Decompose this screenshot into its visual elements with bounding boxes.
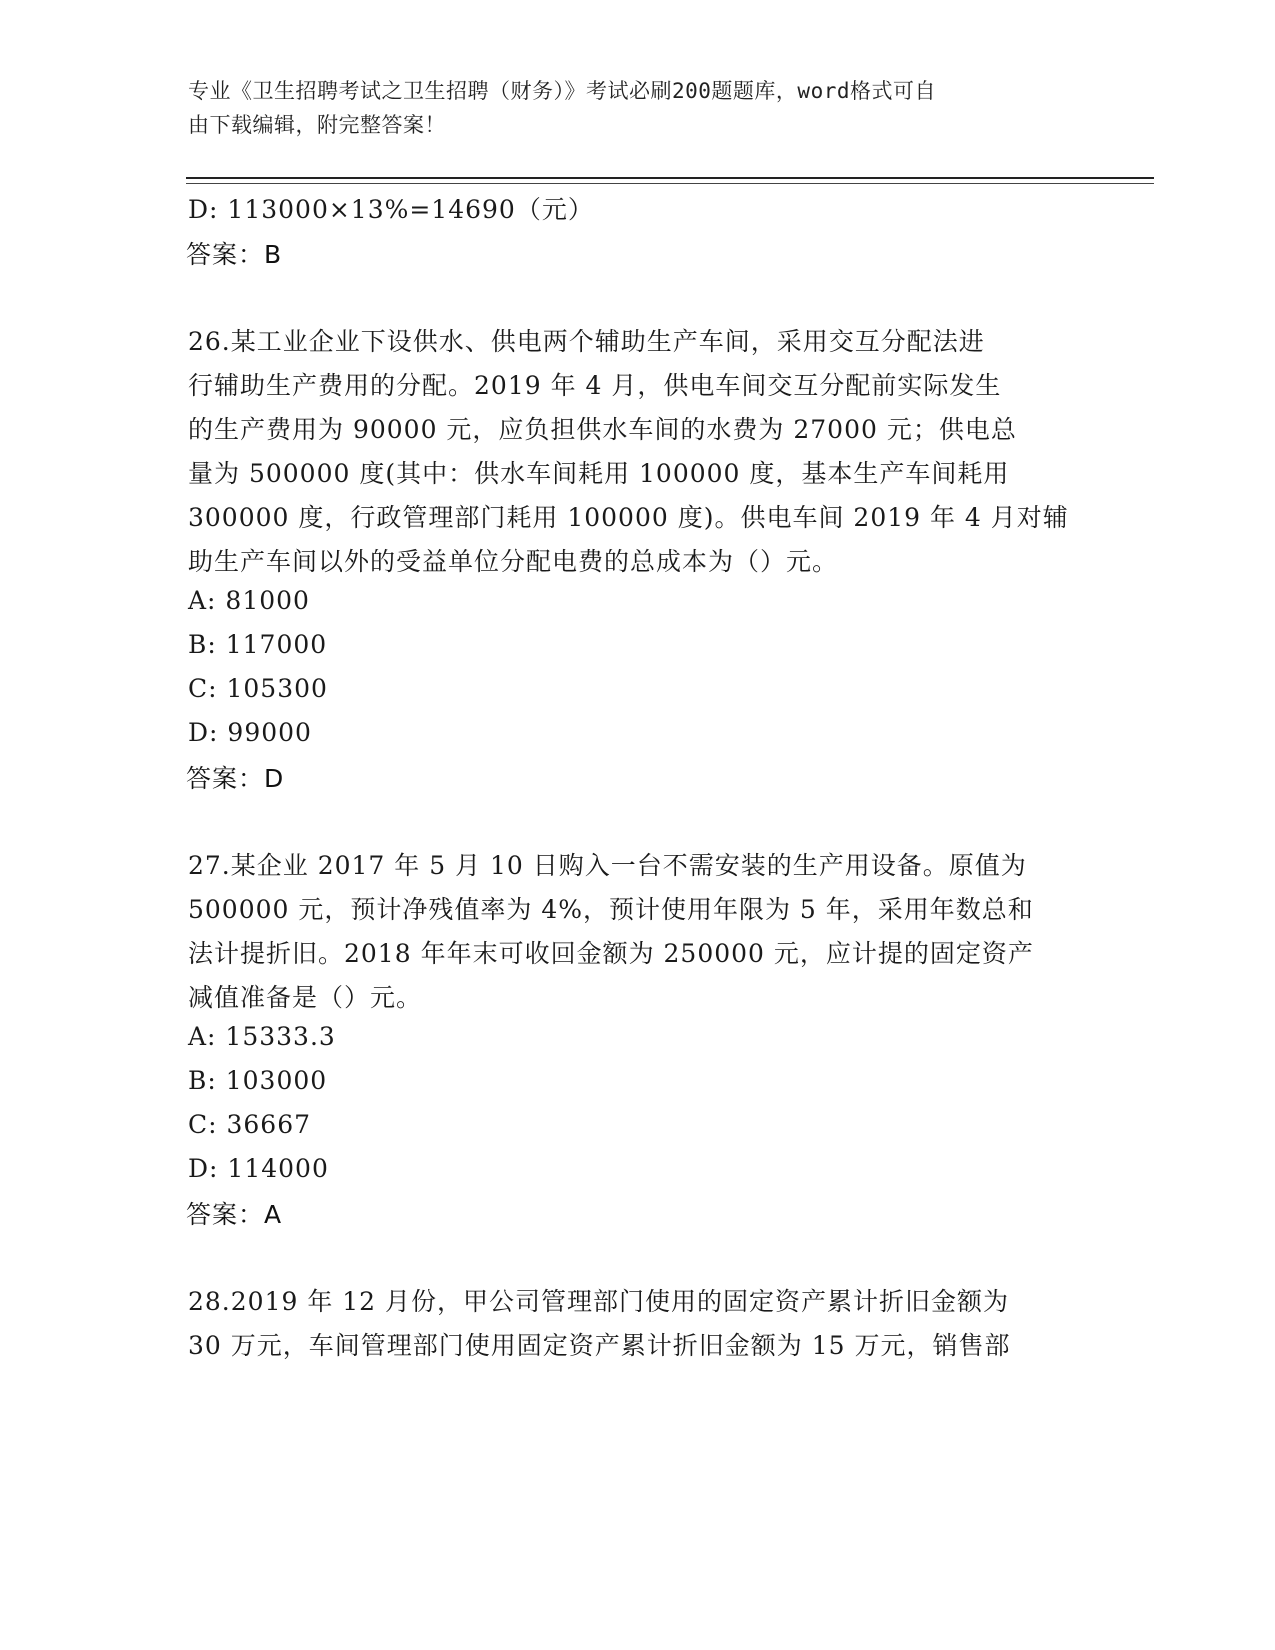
question-27-answer: 答案：A	[186, 1200, 283, 1229]
question-26-line: 行辅助生产费用的分配。2019 年 4 月，供电车间交互分配前实际发生	[188, 371, 1002, 400]
question-27-option-d: D: 114000	[188, 1154, 329, 1183]
question-28-line: 30 万元，车间管理部门使用固定资产累计折旧金额为 15 万元，销售部	[188, 1331, 1011, 1360]
question-27-line: 27.某企业 2017 年 5 月 10 日购入一台不需安装的生产用设备。原值为	[188, 851, 1027, 880]
question-27-option-b: B: 103000	[188, 1066, 328, 1095]
header-rule-thin	[186, 183, 1154, 184]
question-26-option-b: B: 117000	[188, 630, 328, 659]
question-26-option-d: D: 99000	[188, 718, 312, 747]
header-line-1: 专业《卫生招聘考试之卫生招聘（财务）》考试必刷200题题库，word格式可自	[188, 79, 936, 103]
question-26-option-a: A: 81000	[188, 586, 310, 615]
prev-option-d: D: 113000×13%=14690（元）	[188, 195, 594, 224]
header-rule-thick	[186, 177, 1154, 179]
question-26-line: 300000 度，行政管理部门耗用 100000 度)。供电车间 2019 年 4 月对辅	[188, 503, 1069, 532]
header-line-2: 由下载编辑，附完整答案！	[188, 113, 446, 137]
document-header	[188, 74, 1068, 142]
question-26-line: 助生产车间以外的受益单位分配电费的总成本为（）元。	[188, 547, 839, 576]
question-26-line: 26.某工业企业下设供水、供电两个辅助生产车间，采用交互分配法进	[188, 327, 985, 356]
question-27-line: 500000 元，预计净残值率为 4%，预计使用年限为 5 年，采用年数总和	[188, 895, 1034, 924]
question-27-option-c: C: 36667	[188, 1110, 312, 1139]
question-26-line: 量为 500000 度(其中：供水车间耗用 100000 度，基本生产车间耗用	[188, 459, 1010, 488]
question-26-line: 的生产费用为 90000 元，应负担供水车间的水费为 27000 元；供电总	[188, 415, 1017, 444]
question-27-option-a: A: 15333.3	[188, 1022, 336, 1051]
question-26-answer: 答案：D	[186, 764, 285, 793]
question-26-option-c: C: 105300	[188, 674, 328, 703]
question-27-line: 减值准备是（）元。	[188, 983, 423, 1012]
prev-answer: 答案：B	[186, 240, 283, 269]
question-27-line: 法计提折旧。2018 年年末可收回金额为 250000 元，应计提的固定资产	[188, 939, 1034, 968]
question-28-line: 28.2019 年 12 月份，甲公司管理部门使用的固定资产累计折旧金额为	[188, 1287, 1010, 1316]
